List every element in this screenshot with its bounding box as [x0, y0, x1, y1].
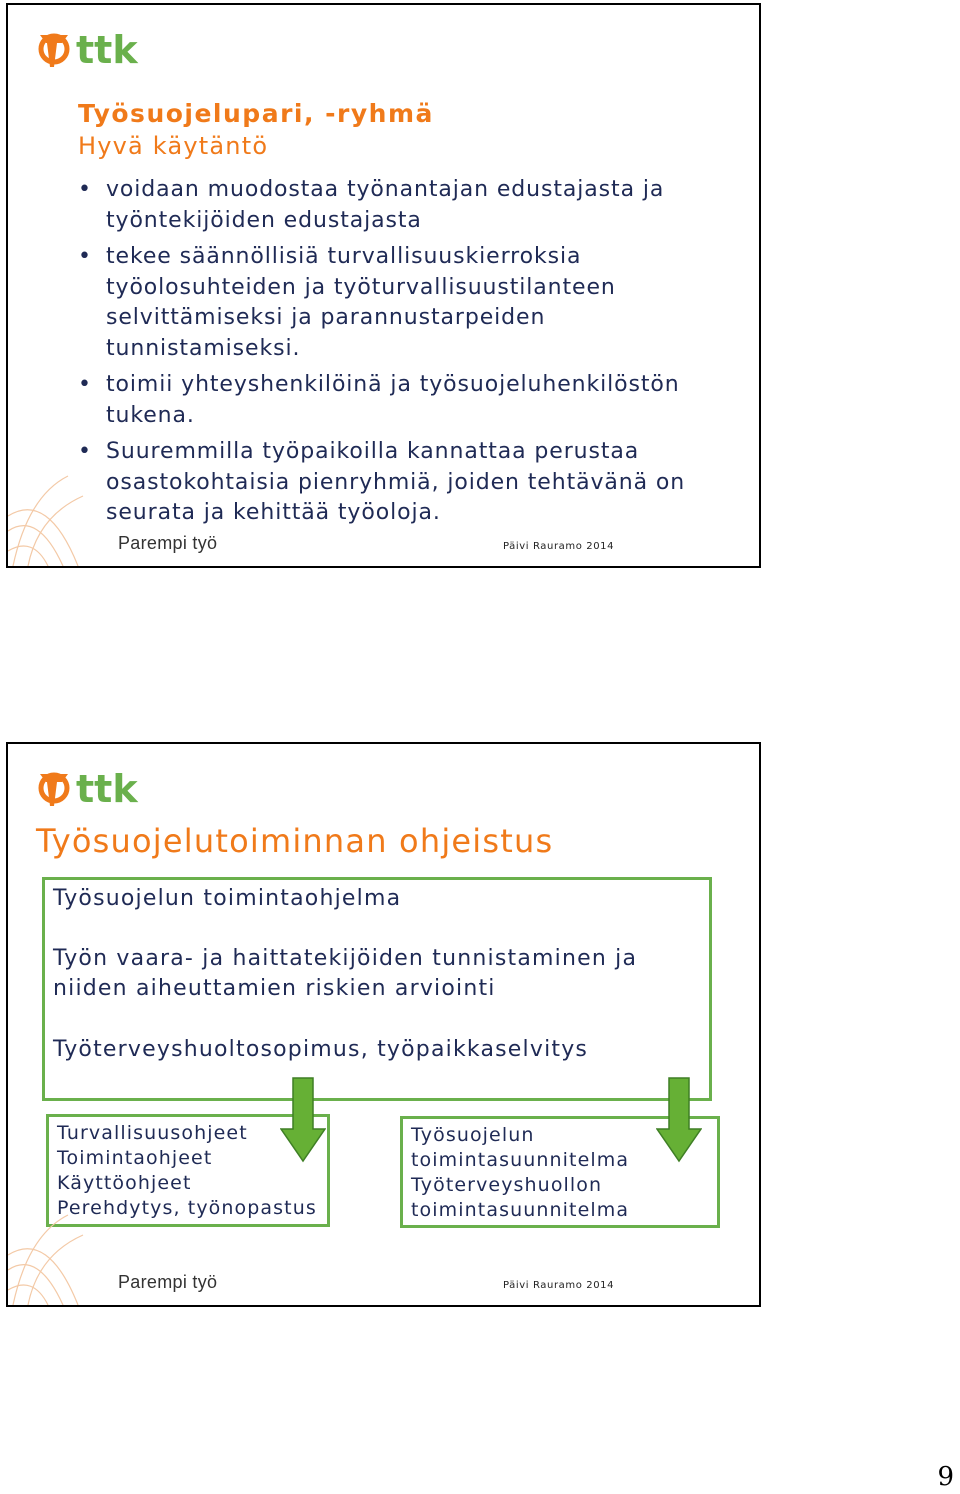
bullet-item: • voidaan muodostaa työnantajan edustajasta ja työntekijöiden edustajasta [78, 177, 665, 233]
bullet-item: • toimii yhteyshenkilöinä ja työsuojeluhenkilöstön tukena. [78, 372, 680, 428]
box-line: Turvallisuusohjeet [57, 1122, 248, 1144]
svg-text:ttk: ttk [76, 768, 138, 808]
main-box-line: niiden aiheuttamien riskien arviointi [53, 976, 496, 1001]
bullet-item: • Suuremmilla työpaikoilla kannattaa perustaa osastokohtaisia pienryhmiä, joiden tehtävänä on seurata ja kehittää työoloja. [78, 439, 686, 525]
main-box-line: Työterveyshuoltosopimus, työpaikkaselvitys [53, 1037, 589, 1062]
main-box-line: Työn vaara- ja haittatekijöiden tunnistaminen ja [53, 946, 638, 971]
bullet-item: • tekee säännöllisiä turvallisuuskierroksia työolosuhteiden ja työturvallisuustilanteen selvittämiseksi ja parannustarpeiden tunnistamiseksi. [78, 244, 616, 361]
arrow-down-icon [656, 1077, 702, 1163]
slide-subtitle: Hyvä käytäntö [78, 132, 269, 160]
box-line: toimintasuunnitelma [411, 1149, 630, 1171]
slide-2 [6, 742, 761, 1307]
box-line: Perehdytys, työnopastus [57, 1197, 317, 1219]
bullet-list [74, 175, 754, 535]
author-text: Päivi Rauramo 2014 [503, 1280, 615, 1291]
main-box-line: Työsuojelun toimintaohjelma [53, 886, 402, 911]
decorative-lines-icon [8, 1195, 118, 1305]
brand-text: Parempi työ [118, 533, 218, 553]
brand-text: Parempi työ [118, 1272, 218, 1292]
arrow-down-icon [280, 1077, 326, 1163]
box-line: Käyttöohjeet [57, 1172, 192, 1194]
page-number: 9 [937, 1462, 954, 1492]
slide-1 [6, 3, 761, 568]
box-line: Työsuojelun [411, 1124, 535, 1146]
svg-text:ttk: ttk [76, 29, 138, 69]
slide-title: Työsuojelupari, -ryhmä [78, 99, 434, 128]
slide-title: Työsuojelutoiminnan ohjeistus [36, 822, 554, 860]
ttk-logo [38, 768, 148, 808]
author-text: Päivi Rauramo 2014 [503, 541, 615, 552]
box-line: Työterveyshuollon [411, 1174, 603, 1196]
main-box [42, 877, 712, 1101]
decorative-lines-icon [8, 456, 118, 566]
ttk-logo [38, 29, 148, 69]
box-line: toimintasuunnitelma [411, 1199, 630, 1221]
box-line: Toimintaohjeet [57, 1147, 213, 1169]
